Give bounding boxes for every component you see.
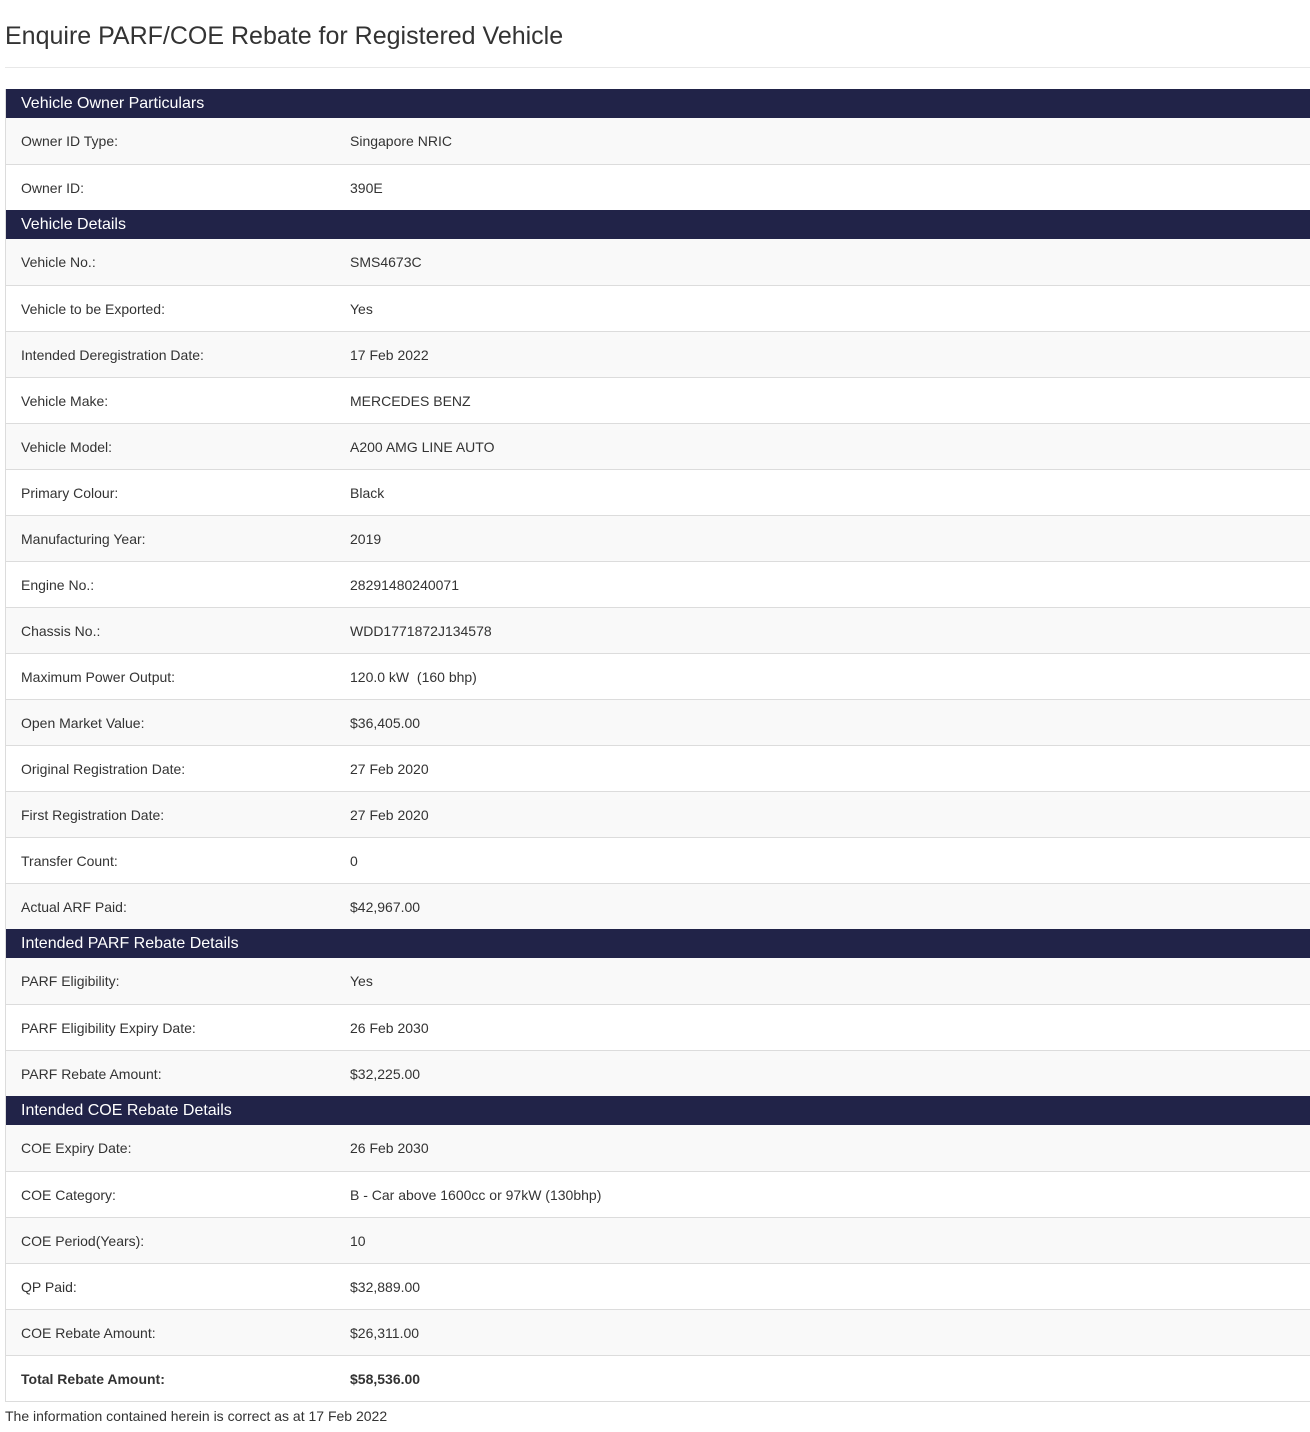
row-label: COE Category: <box>21 1186 116 1203</box>
row-label: Engine No.: <box>21 576 95 593</box>
row-label: COE Period(Years): <box>21 1232 145 1249</box>
row-value: MERCEDES BENZ <box>350 392 471 409</box>
row-primary-colour <box>6 469 1310 515</box>
row-label: Owner ID: <box>21 179 85 196</box>
page-title: Enquire PARF/COE Rebate for Registered Vehicle <box>5 22 564 50</box>
row-label: Transfer Count: <box>21 852 118 869</box>
row-value: 26 Feb 2030 <box>350 1140 429 1156</box>
row-value: 27 Feb 2020 <box>350 806 429 823</box>
row-qp-paid <box>6 1263 1310 1309</box>
row-value: 27 Feb 2020 <box>350 760 429 777</box>
row-label: First Registration Date: <box>21 806 165 823</box>
row-label: Intended Deregistration Date: <box>21 346 204 363</box>
info-correct-as-at-footnote: The information contained herein is correct as at 17 Feb 2022 <box>5 1408 388 1424</box>
row-actual-arf-paid <box>6 883 1310 929</box>
row-owner-id <box>6 164 1310 210</box>
row-value: 26 Feb 2030 <box>350 1019 429 1036</box>
row-coe-rebate-amount <box>6 1309 1310 1355</box>
row-label: PARF Eligibility: <box>21 973 120 989</box>
row-engine-no <box>6 561 1310 607</box>
rebate-details-panel <box>5 89 1310 1402</box>
row-coe-expiry-date <box>6 1125 1310 1171</box>
title-divider <box>5 67 1310 68</box>
row-value: $32,225.00 <box>350 1065 421 1082</box>
row-label: Primary Colour: <box>21 484 119 501</box>
row-value: SMS4673C <box>350 254 422 270</box>
row-label: Owner ID Type: <box>21 133 119 149</box>
row-manufacturing-year <box>6 515 1310 561</box>
row-vehicle-make <box>6 377 1310 423</box>
row-value: B - Car above 1600cc or 97kW (130bhp) <box>350 1186 602 1203</box>
row-owner-id-type <box>6 118 1310 164</box>
section-header-intended-parf-rebate-details: Intended PARF Rebate Details <box>6 929 1310 958</box>
row-parf-rebate-amount <box>6 1050 1310 1096</box>
row-chassis-no <box>6 607 1310 653</box>
row-open-market-value <box>6 699 1310 745</box>
row-value: 0 <box>350 852 358 869</box>
row-maximum-power-output <box>6 653 1310 699</box>
row-label: PARF Rebate Amount: <box>21 1065 162 1082</box>
row-first-registration-date <box>6 791 1310 837</box>
row-label: PARF Eligibility Expiry Date: <box>21 1019 196 1036</box>
row-value: 17 Feb 2022 <box>350 346 429 363</box>
row-value: Yes <box>350 973 373 989</box>
row-value: WDD1771872J134578 <box>350 622 492 639</box>
row-label: Vehicle to be Exported: <box>21 300 165 317</box>
row-label: Maximum Power Output: <box>21 668 176 685</box>
row-label: Vehicle No.: <box>21 254 96 270</box>
row-label: COE Rebate Amount: <box>21 1324 156 1341</box>
row-label: QP Paid: <box>21 1278 77 1295</box>
row-value: 390E <box>350 179 383 196</box>
row-value: $36,405.00 <box>350 714 421 731</box>
row-original-registration-date <box>6 745 1310 791</box>
row-value: $42,967.00 <box>350 898 421 915</box>
row-coe-category <box>6 1171 1310 1217</box>
row-vehicle-to-be-exported <box>6 285 1310 331</box>
row-value: $58,536.00 <box>350 1370 421 1387</box>
row-label: Total Rebate Amount: <box>21 1370 165 1387</box>
section-header-vehicle-details: Vehicle Details <box>6 210 1310 239</box>
row-label: Original Registration Date: <box>21 760 186 777</box>
row-value: A200 AMG LINE AUTO <box>350 438 495 455</box>
row-value: 28291480240071 <box>350 576 460 593</box>
row-value: $26,311.00 <box>350 1324 420 1341</box>
row-value: 10 <box>350 1232 366 1249</box>
section-header-intended-coe-rebate-details: Intended COE Rebate Details <box>6 1096 1310 1125</box>
section-header-vehicle-owner-particulars: Vehicle Owner Particulars <box>6 89 1310 118</box>
row-intended-deregistration-date <box>6 331 1310 377</box>
row-vehicle-no <box>6 239 1310 285</box>
row-transfer-count <box>6 837 1310 883</box>
row-parf-eligibility <box>6 958 1310 1004</box>
row-label: Chassis No.: <box>21 622 101 639</box>
row-label: Vehicle Model: <box>21 438 113 455</box>
row-label: Actual ARF Paid: <box>21 898 127 915</box>
row-value: $32,889.00 <box>350 1278 421 1295</box>
row-label: Manufacturing Year: <box>21 530 146 547</box>
row-coe-period-years <box>6 1217 1310 1263</box>
row-value: Black <box>350 484 385 501</box>
row-label: Vehicle Make: <box>21 392 109 409</box>
row-value: Yes <box>350 300 373 317</box>
row-vehicle-model <box>6 423 1310 469</box>
row-total-rebate-amount <box>6 1355 1310 1401</box>
row-value: Singapore NRIC <box>350 133 452 149</box>
row-label: COE Expiry Date: <box>21 1140 132 1156</box>
row-value: 2019 <box>350 530 382 547</box>
row-parf-eligibility-expiry-date <box>6 1004 1310 1050</box>
row-label: Open Market Value: <box>21 714 145 731</box>
row-value: 120.0 kW (160 bhp) <box>350 668 477 685</box>
